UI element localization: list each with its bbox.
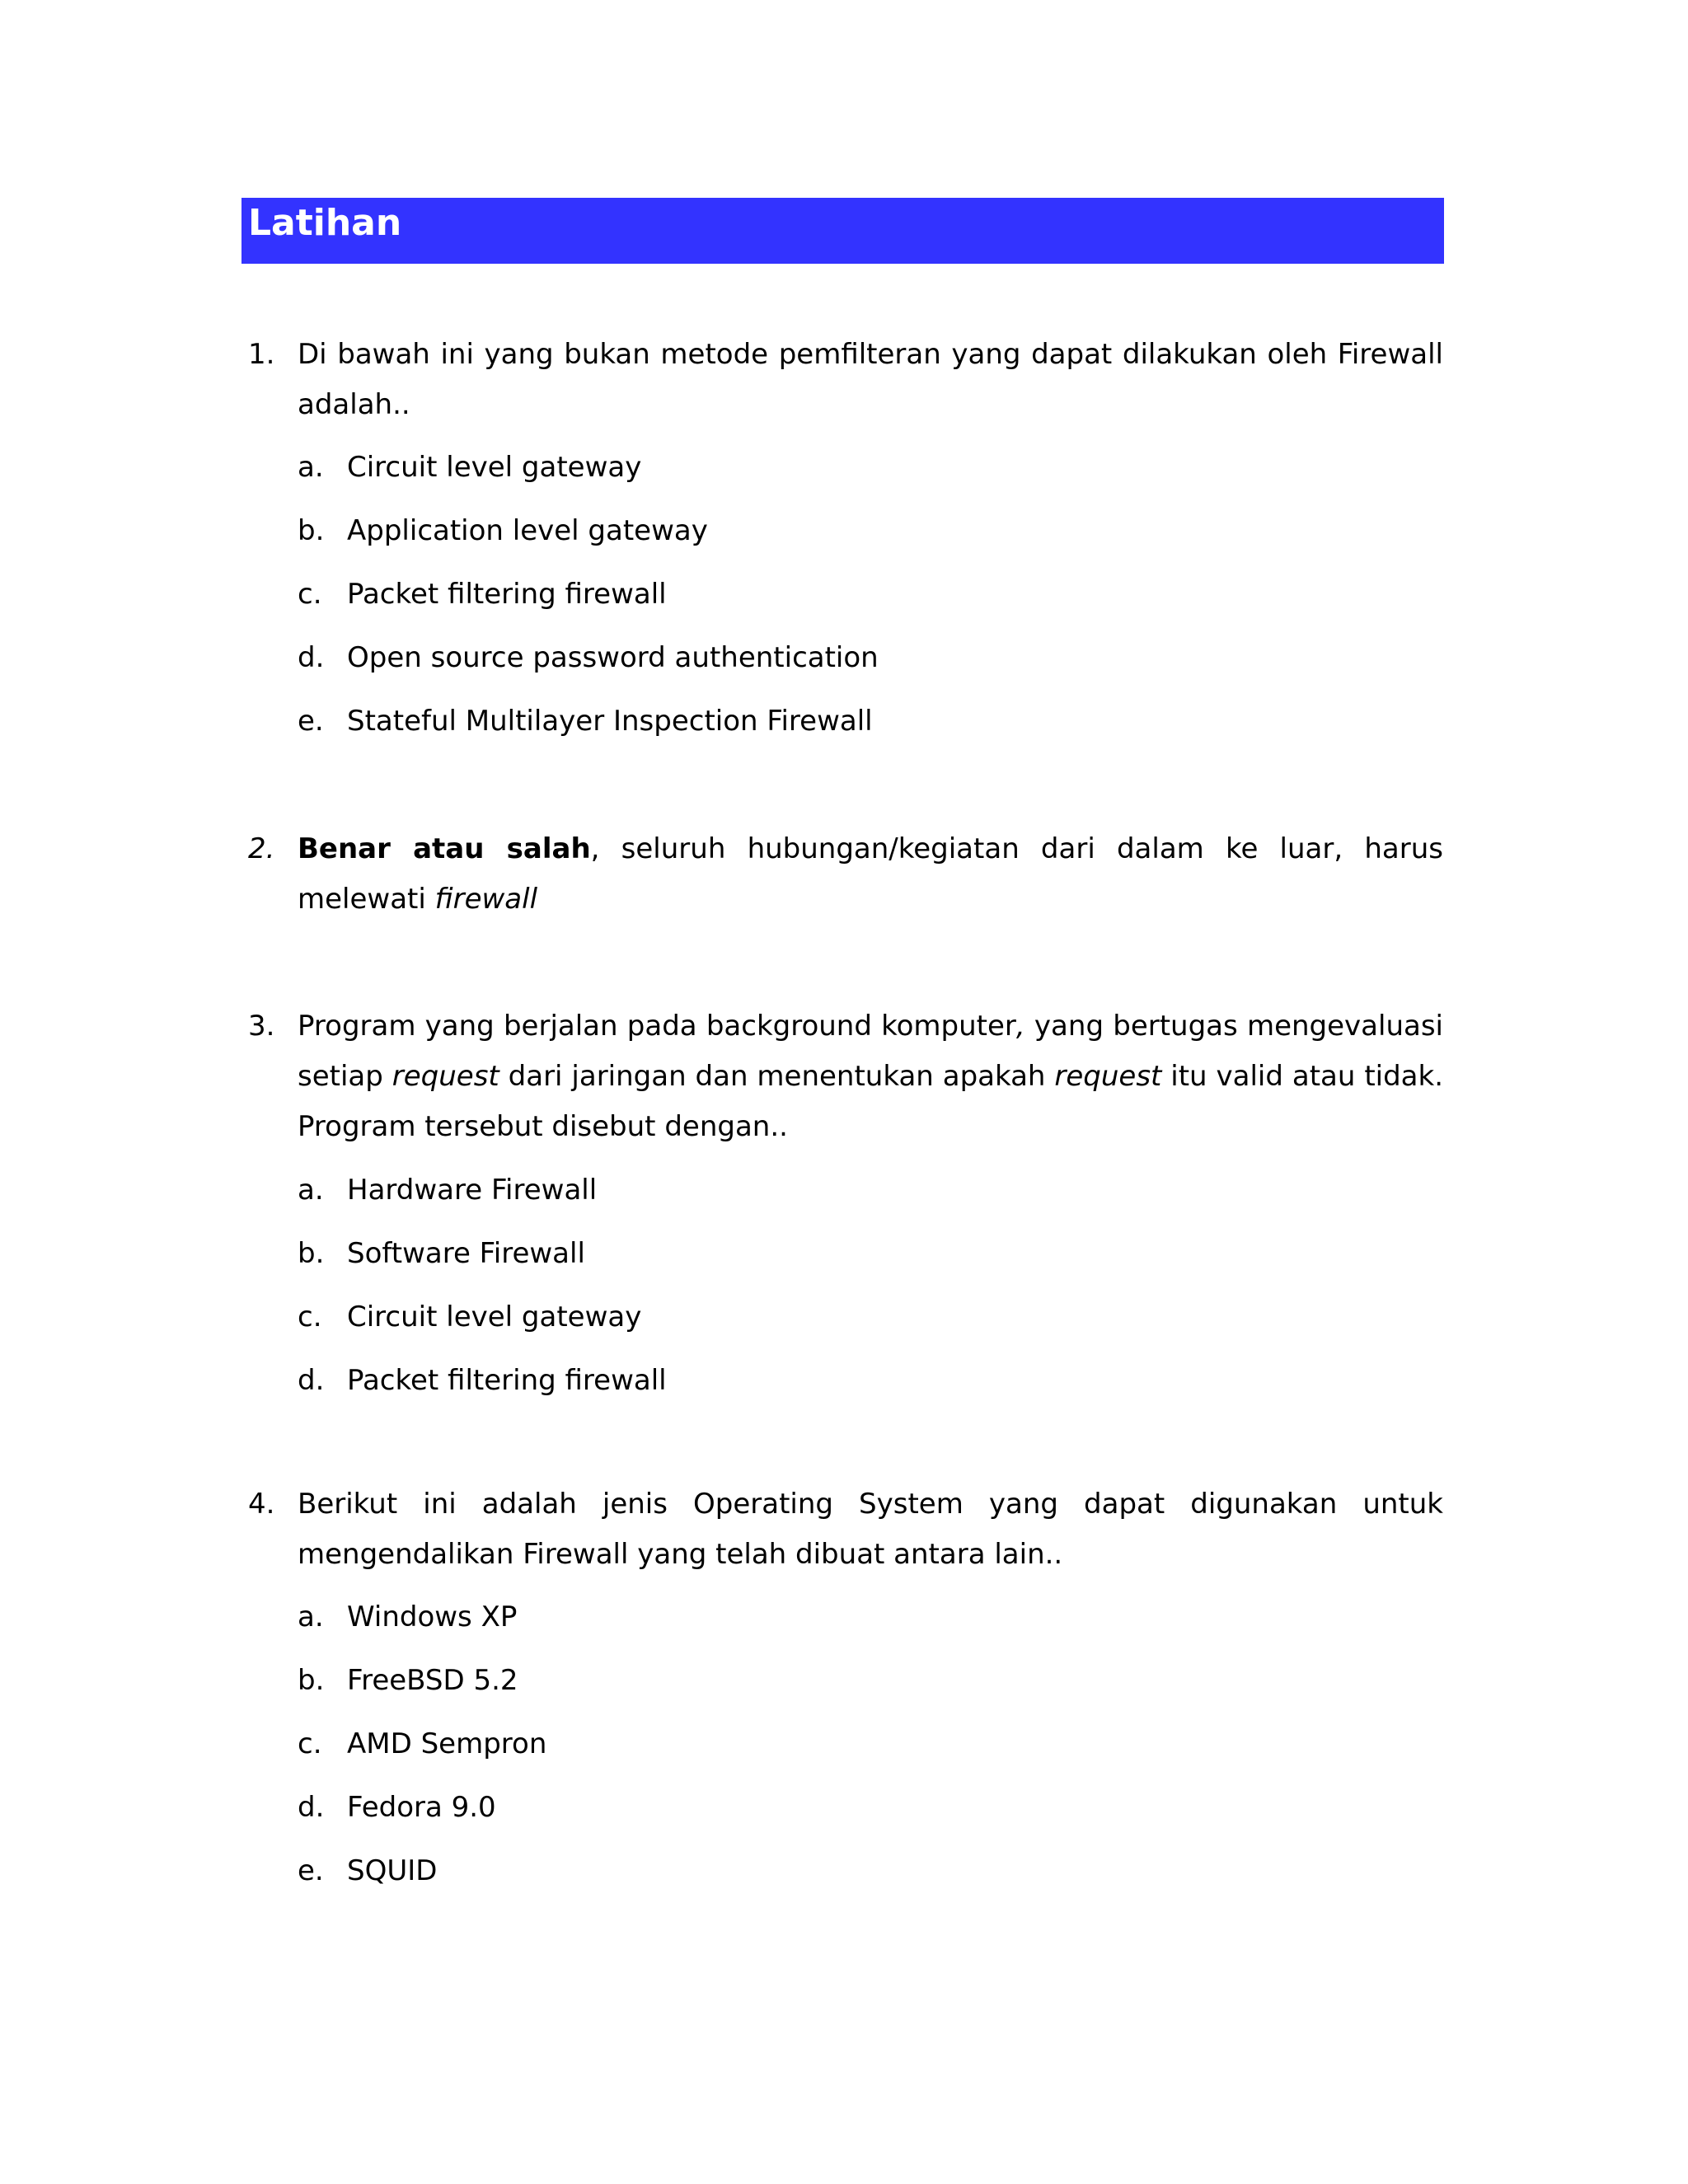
question-text-part: Program yang berjalan pada background komputer bbox=[298, 1010, 1016, 1043]
option-letter: d. bbox=[298, 1791, 325, 1824]
question-text-italic: request bbox=[1054, 1060, 1162, 1093]
answer-option bbox=[298, 575, 667, 613]
answer-option bbox=[298, 702, 873, 740]
question-text-italic: , bbox=[1015, 1010, 1025, 1043]
answer-option bbox=[298, 1852, 437, 1890]
option-text: Packet filtering firewall bbox=[347, 1364, 667, 1397]
option-letter: c. bbox=[298, 1727, 322, 1760]
question-text-italic: request bbox=[392, 1060, 499, 1093]
option-letter: b. bbox=[298, 514, 325, 547]
option-letter: a. bbox=[298, 1601, 324, 1633]
answer-option bbox=[298, 1361, 667, 1399]
section-title: Latihan bbox=[248, 202, 402, 244]
answer-option bbox=[298, 1298, 641, 1336]
option-text: Windows XP bbox=[347, 1601, 518, 1633]
option-letter: e. bbox=[298, 1854, 324, 1887]
answer-option bbox=[298, 1661, 518, 1699]
question-text-part: Berikut ini adalah jenis Operating System yang dapat digunakan untuk mengendalikan Firewall yang telah dibuat antara lain.. bbox=[298, 1488, 1443, 1571]
question-text bbox=[298, 330, 1443, 430]
answer-option bbox=[298, 1788, 496, 1826]
question-text bbox=[298, 1479, 1443, 1580]
question-number: 2. bbox=[248, 832, 275, 865]
question-text-bold: Benar atau salah bbox=[298, 832, 591, 865]
answer-option bbox=[298, 512, 708, 550]
answer-option bbox=[298, 1235, 585, 1272]
option-letter: e. bbox=[298, 705, 324, 738]
option-text: Stateful Multilayer Inspection Firewall bbox=[347, 705, 873, 738]
option-letter: c. bbox=[298, 578, 322, 611]
option-letter: d. bbox=[298, 641, 325, 674]
option-text: Fedora 9.0 bbox=[347, 1791, 496, 1824]
question-number: 4. bbox=[248, 1488, 275, 1521]
option-text: SQUID bbox=[347, 1854, 438, 1887]
option-text: Packet filtering firewall bbox=[347, 578, 667, 611]
option-text: AMD Sempron bbox=[347, 1727, 547, 1760]
answer-option bbox=[298, 1725, 546, 1763]
option-letter: a. bbox=[298, 1174, 324, 1207]
option-text: Circuit level gateway bbox=[347, 1301, 642, 1333]
option-text: FreeBSD 5.2 bbox=[347, 1664, 518, 1697]
question-text-part: Di bawah ini yang bukan metode pemfilteran yang dapat dilakukan oleh Firewall adalah.. bbox=[298, 338, 1443, 421]
question-text bbox=[298, 1001, 1443, 1152]
option-letter: b. bbox=[298, 1237, 325, 1270]
answer-option bbox=[298, 639, 879, 677]
question-text-part: , seluruh hubungan/kegiatan dari dalam ke luar, harus melewati bbox=[298, 832, 1443, 916]
question-text-part: dari jaringan dan menentukan apakah bbox=[499, 1060, 1055, 1093]
question-text-part: yang bertugas mengevaluasi setiap bbox=[298, 1010, 1443, 1093]
answer-option bbox=[298, 1598, 517, 1636]
option-text: Application level gateway bbox=[347, 514, 708, 547]
option-letter: c. bbox=[298, 1301, 322, 1333]
option-text: Open source password authentication bbox=[347, 641, 879, 674]
option-letter: a. bbox=[298, 451, 324, 484]
option-text: Software Firewall bbox=[347, 1237, 585, 1270]
option-text: Hardware Firewall bbox=[347, 1174, 598, 1207]
answer-option bbox=[298, 448, 641, 486]
option-letter: d. bbox=[298, 1364, 325, 1397]
question-number: 1. bbox=[248, 338, 275, 371]
question-text-part: itu valid atau tidak. Program tersebut disebut dengan.. bbox=[298, 1060, 1444, 1143]
question-number: 3. bbox=[248, 1010, 275, 1043]
answer-option bbox=[298, 1171, 597, 1209]
option-letter: b. bbox=[298, 1664, 325, 1697]
section-header-band bbox=[241, 198, 1444, 264]
option-text: Circuit level gateway bbox=[347, 451, 642, 484]
question-text bbox=[298, 824, 1443, 925]
question-text-italic: firewall bbox=[434, 883, 538, 916]
